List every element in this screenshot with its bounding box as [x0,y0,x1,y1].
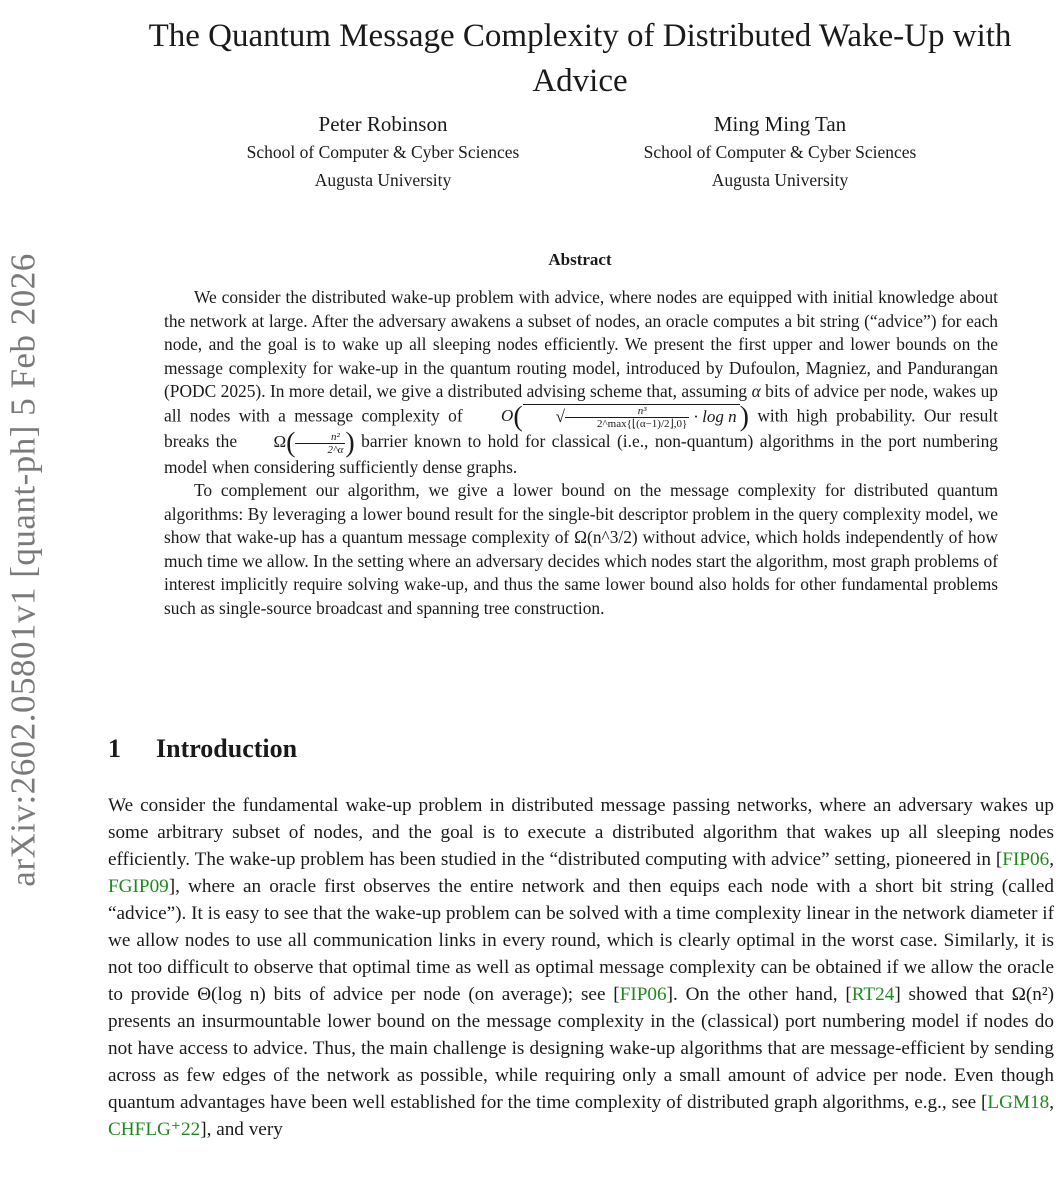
citation-link[interactable]: FIP06 [619,984,667,1005]
section-heading [108,734,297,764]
upper-bound-formula: O( √ $\frac{\text{n³}}{2\^{}\max\{⌊(\alpha-1)/2⌋,0\}}$ · log n ) [501,401,749,433]
citation-link[interactable]: CHFLG⁺22 [108,1119,201,1140]
author-affiliation: School of Computer & Cyber Sciences [643,142,917,162]
intro-paragraph: We consider the fundamental wake-up problem in distributed message passing networks, where an adversary wakes up some arbitrary subset of nodes, and the goal is to execute a distributed algorithm that wakes up all sleeping nodes efficiently. The wake-up problem has been studied in the “distributed computing with advice” setting, pioneered in [FIP06, FGIP09], where an oracle first observes the entire network and then equips each node with a short bit string (called “advice”). It is easy to see that the wake-up problem can be solved with a time complexity linear in the network diameter if we allow nodes to use all communication links in every round, which is clearly optimal in the worst case. Similarly, it is not too difficult to observe that optimal time as well as optimal message complexity can be obtained if we allow the oracle to provide Θ(log n) bits of advice per node (on average); see [FIP06]. On the other hand, [RT24] showed that Ω(n²) presents an insurmountable lower bound on the message complexity in the (classical) port numbering model if nodes do not have access to advice. Thus, the main challenge is designing wake-up algorithms that are message-efficient by sending across as few edges of the network as possible, while requiring only a small amount of advice per node. Even though quantum advantages have been well established for the time complexity of distributed graph algorithms, e.g., see [LGM18, CHFLG⁺22], and very [108,795,1054,1140]
citation-link[interactable]: FGIP09 [108,876,169,897]
classical-bound-formula: Ω( $\frac{\text{n²}}{2\^{}\alpha}$ ) [273,427,355,459]
author-block [203,110,563,194]
author-block [600,110,960,194]
citation-link[interactable]: LGM18 [987,1092,1050,1113]
author-institution: Augusta University [314,170,452,190]
citation-link[interactable]: FIP06 [1002,849,1050,870]
author-institution: Augusta University [711,170,849,190]
author-affiliation: School of Computer & Cyber Sciences [246,142,520,162]
paper-title: The Quantum Message Complexity of Distributed Wake-Up with Advice [148,18,1012,100]
arxiv-identifier: arXiv:2602.05801v1 [quant-ph] 5 Feb 2026 [4,253,44,887]
abstract-body [164,286,998,620]
author-name: Ming Ming Tan [713,112,847,136]
section-number: 1 [108,734,121,763]
author-name: Peter Robinson [318,112,448,136]
abstract-paragraph: We consider the distributed wake-up problem with advice, where nodes are equipped with initial knowledge about the network at large. After the adversary awakens a subset of nodes, an oracle computes a bit string (“advice”) for each node, and the goal is to wake up all sleeping nodes efficiently. We present the first upper and lower bounds on the message complexity for wake-up in the quantum routing model, introduced by Dufoulon, Magniez, and Pandurangan (PODC 2025). In more detail, we give a distributed advising scheme that, assuming α bits of advice per node, wakes up all nodes with a message complexity of O( √ $\frac{\text{n³}}{2\^{}\max\{⌊(\alpha-1)/2⌋,0\}}$ · log n ) with high probability. Our result breaks the Ω( $\frac{\text{n²}}{2\^{}\alpha}$ ) barrier known to hold for classical (i.e., non-quantum) algorithms in the port numbering model when considering sufficiently dense graphs. [164,287,998,477]
section-title: Introduction [156,734,298,763]
citation-link[interactable]: RT24 [851,984,895,1005]
abstract-heading: Abstract [548,250,612,269]
abstract-paragraph: To complement our algorithm, we give a lower bound on the message complexity for distributed quantum algorithms: By leveraging a lower bound result for the single-bit descriptor problem in the query complexity model, we show that wake-up has a quantum message complexity of Ω(n^3/2) without advice, which holds independently of how much time we allow. In the setting where an adversary decides which nodes start the algorithm, most graph problems of interest implicitly require solving wake-up, and thus the same lower bound also holds for other fundamental problems such as single-source broadcast and spanning tree construction. [164,480,998,618]
lower-bound-formula: Ω(n^3/2) [574,527,638,548]
